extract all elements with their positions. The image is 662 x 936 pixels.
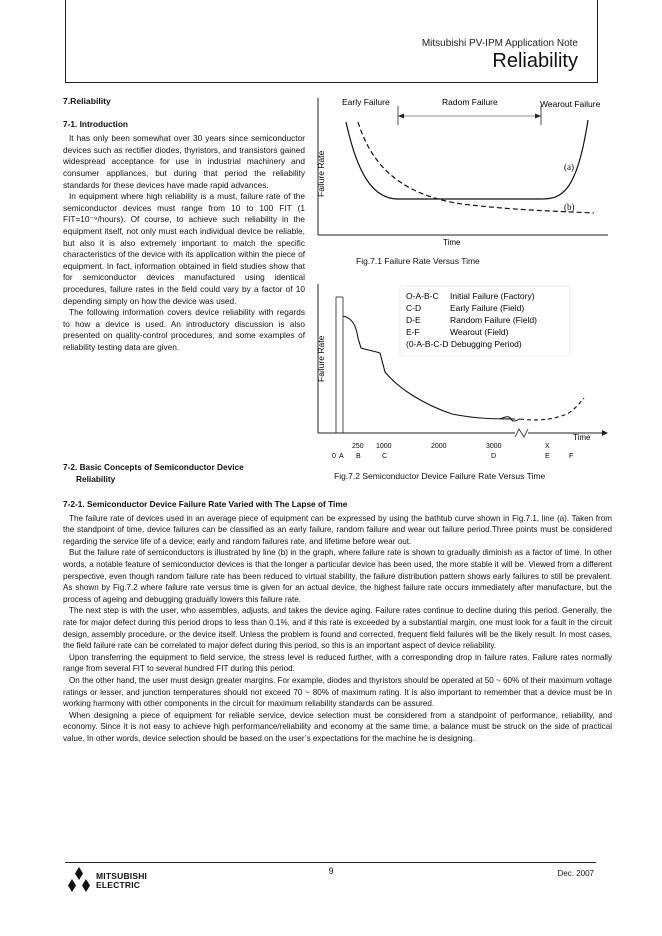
fig2-legend-code-3: D-E: [406, 315, 421, 325]
body-paragraph-4: Upon transferring the equipment to field service, the stress level is reduced further, with a corresponding drop in failure rates. Failure rates normally range from several FIT to several hundred FIT during this period.: [63, 652, 612, 674]
fig1-y-label: Failure Rate: [316, 150, 326, 197]
section-7-2-1: [63, 499, 612, 744]
fig2-axis-break: [515, 429, 528, 437]
figure-7-2-caption: Fig.7.2 Semiconductor Device Failure Rate Versus Time: [334, 471, 546, 481]
section-7-1-title: 7-1. Introduction: [63, 118, 128, 129]
figure-7-1: [312, 92, 612, 252]
fig1-curve-a-label: (a): [564, 162, 574, 172]
fig2-x-label: Time: [573, 433, 591, 442]
fig1-early-label: Early Failure: [342, 97, 390, 107]
fig1-wearout-label: Wearout Failure: [540, 99, 601, 109]
header-title: Reliability: [492, 50, 578, 72]
fig2-tick-1000: 1000: [376, 443, 392, 450]
fig2-legend-code-2: C-D: [406, 303, 422, 313]
fig1-curve-b-label: (b): [564, 202, 575, 212]
fig2-legend-desc-4: Wearout (Field): [450, 327, 509, 337]
fig2-tick-3000: 3000: [486, 443, 502, 450]
logo-text-line2: ELECTRIC: [96, 880, 141, 890]
header-subtitle: Mitsubishi PV-IPM Application Note: [421, 38, 578, 49]
intro-paragraph-3: The following information covers device reliability with regards to how a device is used. An introductory discussion is also presented on quality-control procedures, and some examples of reliability testing data are given.: [63, 307, 305, 352]
fig2-point-e: E: [545, 453, 550, 460]
fig1-curve-a: [346, 120, 588, 199]
section-7-title: 7.Reliability: [63, 96, 111, 106]
page-number: 9: [328, 866, 334, 876]
body-paragraph-2: But the failure rate of semiconductors is illustrated by line (b) in the graph, where failure rate is shown to gradually diminish as a factor of time. In other words, a notable feature of semiconductor devices is that the longer a particular device has been used, the more stable it will be. Viewed from a different perspective, even though random failure rate has been reduced to virtual stability, the failure distribution pattern shows early failures to still be prevalent. As shown by Fig.7.2 where failure rate versus time is given for an actual device, the highest failure rate occurs immediately after manufacture, but the process of ageing and debugging gradually lowers this failure rate.: [63, 548, 612, 604]
fig2-point-0: 0: [332, 453, 336, 460]
fig2-legend-desc-2: Early Failure (Field): [450, 303, 525, 313]
fig2-legend-desc-3: Random Failure (Field): [450, 315, 537, 325]
section-7-2-1-title: 7-2-1. Semiconductor Device Failure Rate Varied with The Lapse of Time: [63, 499, 348, 509]
fig2-legend-code-4: E-F: [406, 327, 420, 337]
fig1-x-label: Time: [443, 238, 461, 247]
fig2-point-c: C: [382, 453, 388, 460]
fig2-y-label: Failure Rate: [316, 335, 326, 382]
fig2-x-arrow: [602, 430, 608, 436]
intro-paragraph-2: In equipment where high reliability is a must, failure rate of the semiconductor devices must range from 10 to 100 FIT (1 FIT=10⁻⁹/hours). Of course, to achieve such reliability in the equipment itself, not only must each individual device be reliable, but also it is also extremely important to match the specific characteristics of the device with its application within the piece of equipment. In fact, information obtained in field studies show that for semiconductor devices manufactured using identical procedures, failure rates in the field could vary by a factor of 10 depending simply on how the device was used.: [63, 191, 305, 306]
fig2-point-a: A: [339, 453, 344, 460]
footer-date: Dec. 2007: [557, 869, 594, 878]
fig2-curve-wearout: [520, 398, 584, 420]
fig2-legend-desc-1: Initial Failure (Factory): [450, 291, 535, 301]
fig2-tick-2000: 2000: [431, 443, 447, 450]
logo-text-line1: MITSUBISHI: [96, 871, 148, 881]
intro-paragraph-1: It has only been somewhat over 30 years since semiconductor devices such as rectifier diodes, thyristors, and transistors gained widespread acceptance for use in industrial machinery and consumer appliances, but during that period the reliability standards for these devices have made rapid advances.: [63, 133, 305, 190]
section-7-2-title-line1: 7-2. Basic Concepts of Semiconductor Device: [63, 462, 244, 472]
body-paragraph-6: When designing a piece of equipment for reliable service, device selection must be considered from a standpoint of performance, reliability, and economy. Since it is not easy to achieve high performance/reliability and economy at the same time, a balance must be struck on the side of practical value. In other words, device selection should be based on the user’s expectations for the machine he is designing.: [63, 710, 612, 743]
figure-7-1-caption: Fig.7.1 Failure Rate Versus Time: [356, 256, 480, 266]
fig1-random-label: Radom Failure: [442, 97, 498, 107]
fig2-legend-note: (0-A-B-C-D Debugging Period): [406, 339, 522, 349]
fig2-legend-code-1: O-A-B-C: [406, 291, 439, 301]
fig2-point-d: D: [491, 453, 497, 460]
body-paragraph-1: The failure rate of devices used in an average piece of equipment can be expressed by using the bathtub curve shown in Fig.7.1, line (a). Taken from the standpoint of time, device failures can be classified as an early failure, random failure and wear out failure period.Three points must be considered regarding the service life of a device; early and random failures rate, and lifetime before wear out.: [63, 513, 612, 546]
section-7-2-title-line2: Reliability: [76, 474, 116, 484]
figure-7-2: [312, 280, 612, 462]
left-column: [63, 96, 305, 353]
body-paragraph-3: The next step is with the user, who assembles, adjusts, and takes the device aging. Failure rates continue to decline during this period. Generally, the rate for major defect during this period drops to less than 0.1%, and if this rate is exceeded by a substantial margin, one must look for a fault in the circuit design, assembly procedure, or the device itself. Unless the problem is found and corrected, frequent field failures will be the likely result. In most cases, the field failure rate can be correlated to major defect during this period, so this is an important aspect of device reliability.: [63, 606, 612, 651]
fig2-tick-x: X: [545, 443, 550, 450]
fig2-tick-250: 250: [352, 443, 364, 450]
fig2-point-b: B: [356, 453, 361, 460]
body-paragraph-5: On the other hand, the user must design greater margins. For example, diodes and thyristors should be operated at 50 ~ 60% of their maximum voltage ratings or lesser, and junction temperatures should not exceed 70 ~ 80% of maximum rating. It is also important to remember that a device must be in working harmony with other components in the circuit for maximum reliability standards can be assured.: [63, 675, 612, 709]
fig2-point-f: F: [569, 453, 574, 460]
footer-rule: [65, 862, 596, 863]
section-7-2-title: [63, 461, 313, 485]
